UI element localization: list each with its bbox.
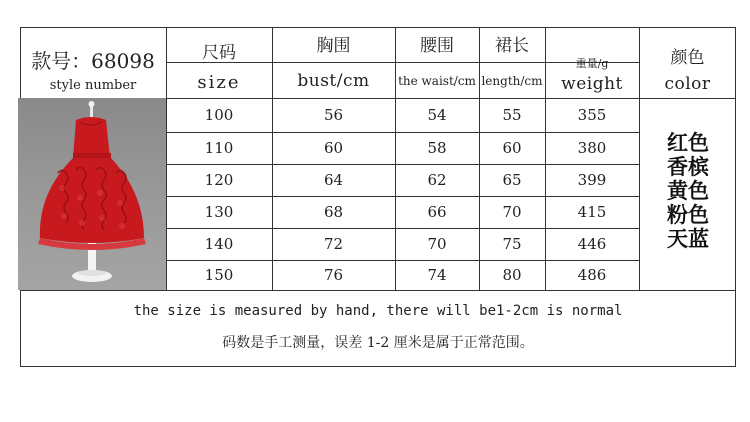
- weight-cell: 355: [577, 106, 607, 124]
- length-cell: 70: [502, 203, 522, 221]
- bust-header-cn: 胸围: [316, 35, 351, 56]
- bust-cell: 64: [323, 171, 344, 189]
- size-cell: 130: [204, 203, 234, 221]
- waist-cell: 70: [427, 235, 447, 253]
- size-cell: 140: [204, 235, 234, 253]
- weight-header-cn: 重量/g: [575, 56, 609, 70]
- bust-cell: 76: [323, 266, 344, 284]
- waist-header-en: the waist/cm: [398, 74, 476, 88]
- length-cell: 75: [502, 235, 522, 253]
- waist-cell: 58: [427, 139, 447, 157]
- size-cell: 150: [204, 266, 234, 284]
- table-bottom-line: [20, 290, 736, 291]
- size-header-cn: 尺码: [202, 42, 236, 63]
- length-header-en: length/cm: [481, 74, 543, 88]
- bust-cell: 72: [323, 235, 344, 253]
- waist-header-cn: 腰围: [420, 35, 454, 56]
- length-cell: 60: [502, 139, 522, 157]
- size-cell: 110: [204, 139, 234, 157]
- waist-cell: 54: [427, 106, 447, 124]
- waist-cell: 62: [427, 171, 447, 189]
- color-option: 天蓝: [667, 226, 709, 251]
- size-header-en: size: [197, 72, 241, 93]
- color-option: 粉色: [667, 202, 709, 227]
- weight-cell: 380: [577, 139, 607, 157]
- weight-header-en: weight: [561, 73, 623, 94]
- color-options: [640, 120, 736, 262]
- dress-illustration: [18, 98, 166, 290]
- length-cell: 55: [502, 106, 522, 124]
- bust-cell: 56: [323, 106, 344, 124]
- waist-cell: 74: [427, 266, 447, 284]
- color-option: 香槟: [667, 154, 709, 179]
- product-photo: [18, 98, 166, 290]
- color-option: 黄色: [667, 178, 709, 203]
- color-option: 红色: [667, 130, 709, 155]
- weight-cell: 415: [577, 203, 607, 221]
- length-header-cn: 裙长: [495, 35, 529, 56]
- size-cell: 100: [204, 106, 234, 124]
- length-cell: 80: [502, 266, 522, 284]
- size-note-cn: 码数是手工测量，误差 1-2 厘米是属于正常范围。: [222, 335, 534, 351]
- length-cell: 65: [502, 171, 522, 189]
- weight-cell: 399: [577, 171, 607, 189]
- weight-cell: 446: [577, 235, 607, 253]
- color-header-cn: 颜色: [670, 47, 705, 68]
- style-number: 款号：68098: [31, 49, 155, 73]
- style-number-en: style number: [49, 77, 137, 93]
- waist-cell: 66: [427, 203, 447, 221]
- color-header-en: color: [664, 73, 711, 94]
- weight-cell: 486: [577, 266, 607, 284]
- size-note-en: the size is measured by hand, there will be1-2cm is normal: [133, 303, 623, 319]
- size-cell: 120: [204, 171, 234, 189]
- bust-cell: 68: [323, 203, 344, 221]
- bust-cell: 60: [323, 139, 344, 157]
- bust-header-en: bust/cm: [297, 70, 370, 91]
